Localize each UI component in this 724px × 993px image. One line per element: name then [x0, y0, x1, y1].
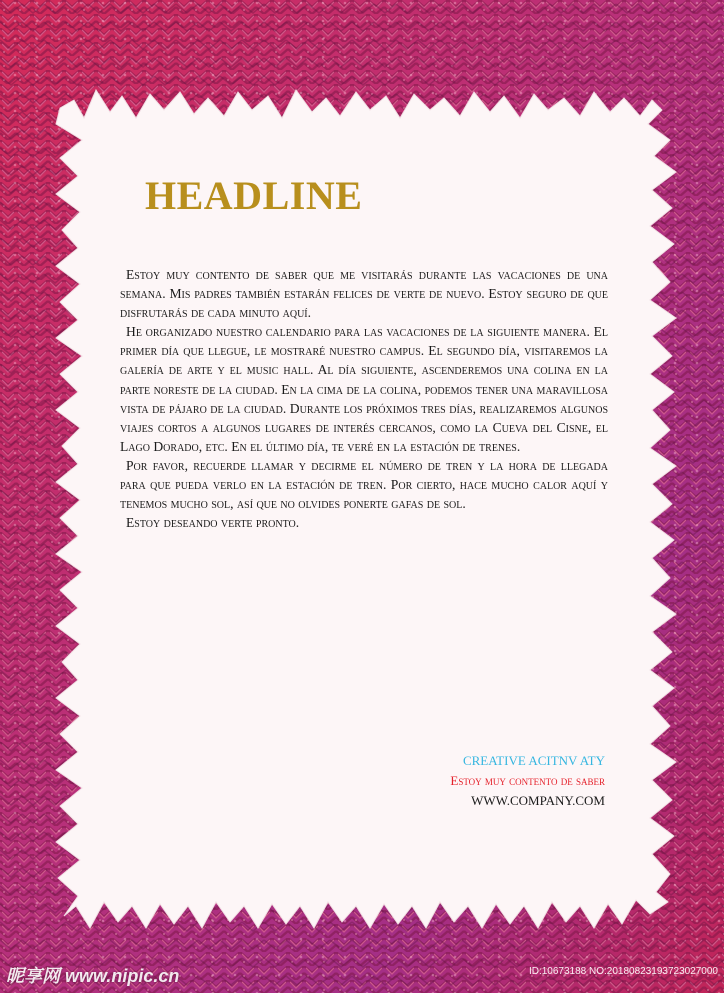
contact-tagline: CREATIVE ACITNV ATY [462, 753, 605, 768]
watermark-logo: 昵享网 www.nipic.cn [6, 966, 180, 986]
paragraph: He organizado nuestro calendario para las vacaciones de la siguiente manera. El primer día que llegue, le mostraré nuestro campus. El segundo día, visitaremos la galería de arte y el music hall. Al día siguiente, ascenderemos una colina en la parte noreste de la ciudad. En la cima de la colina, podemos tener una maravillosa vista de pájaro de la ciudad. Durante los próximos tres días, realizaremos algunos viajes cortos a algunos lugares de interés cercanos, como la Cueva del Cisne, el Lago Dorado, etc. En el último día, te veré en la estación de trenes. [120, 324, 608, 454]
headline: HEADLINE [145, 173, 363, 218]
watermark-id: ID:10673188 NO:20180823193723027000 [528, 966, 718, 977]
website-link[interactable]: WWW.COMPANY.COM [471, 793, 605, 808]
paragraph: Estoy deseando verte pronto. [126, 515, 300, 531]
contact-subtitle: Estoy muy contento de saber [450, 773, 605, 788]
contact-block [450, 751, 605, 811]
paragraph: Estoy muy contento de saber que me visitarás durante las vacaciones de una semana. Mis padres también estarán felices de verte de nuevo. Estoy seguro de que disfrutarás de cada minuto aquí. [120, 267, 608, 321]
paragraph: Por favor, recuerde llamar y decirme el número de tren y la hora de llegada para que pueda verlo en la estación de tren. Por cierto, hace mucho calor aquí y tenemos mucho sol, así que no olvides ponerte gafas de sol. [120, 457, 608, 512]
letter-body [120, 265, 608, 532]
